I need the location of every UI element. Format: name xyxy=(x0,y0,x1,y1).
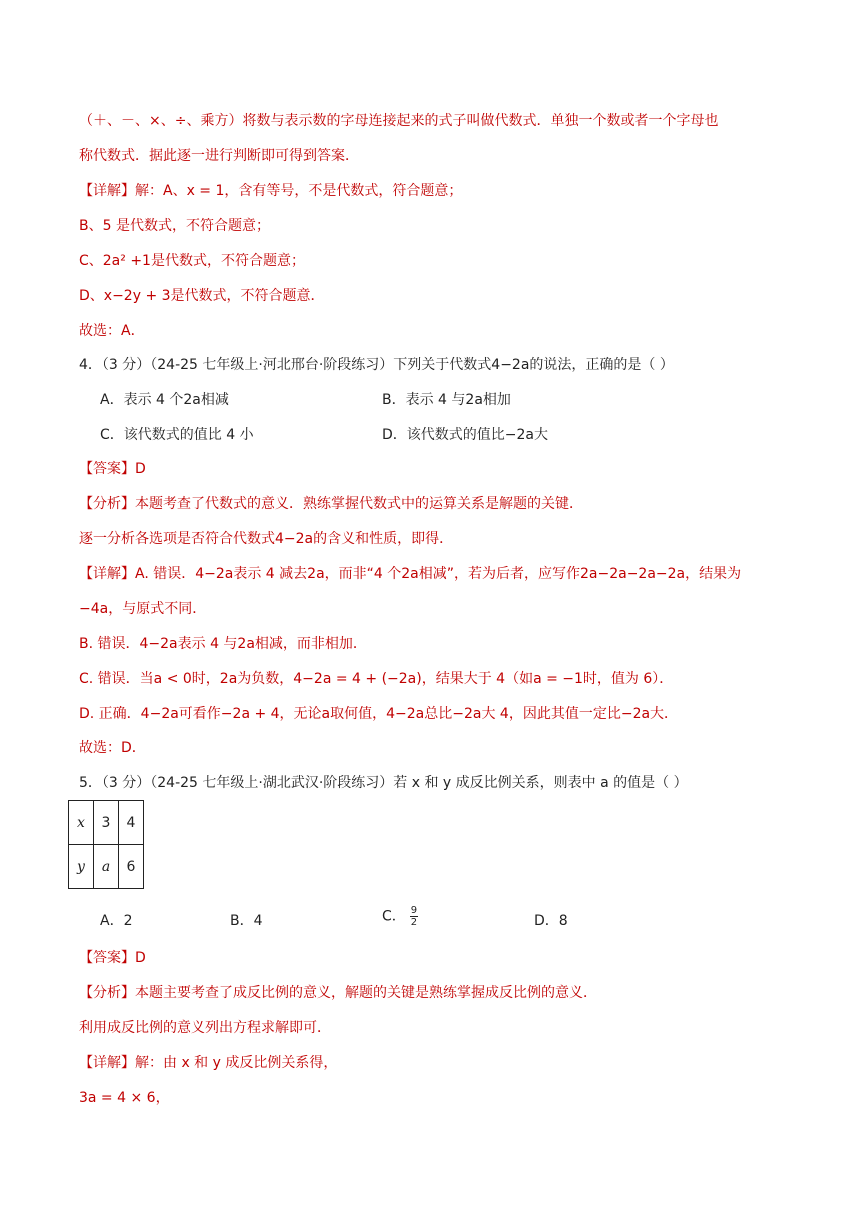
analysis-text: 称代数式．据此逐一进行判断即可得到答案． xyxy=(79,148,359,164)
fraction xyxy=(410,905,418,928)
table-row xyxy=(69,801,144,845)
q4-option-d: D．该代数式的值比−2a大 xyxy=(382,427,548,443)
analysis-text: 利用成反比例的意义列出方程求解即可． xyxy=(79,1020,331,1036)
answer-text: 【答案】D xyxy=(79,461,146,477)
question-4-stem: 4．（3 分）（24-25 七年级上·河北邢台·阶段练习）下列关于代数式4−2a的说法，正确的是（ ） xyxy=(79,357,674,373)
analysis-text: 逐一分析各选项是否符合代数式4−2a的含义和性质，即得． xyxy=(79,531,454,547)
table-row xyxy=(69,845,144,889)
detail-text: −4a，与原式不同． xyxy=(79,601,207,617)
analysis-text: （＋、－、×、÷、乘方）将数与表示数的字母连接起来的式子叫做代数式．单独一个数或者一个字母也 xyxy=(79,113,719,129)
q4-option-a: A．表示 4 个2a相减 xyxy=(100,392,229,408)
table-cell: 3 xyxy=(94,801,119,845)
choice-text: 故选：A． xyxy=(79,323,145,339)
table-cell: y xyxy=(69,845,94,889)
detail-text: 3a = 4 × 6， xyxy=(79,1090,170,1106)
detail-text: D. 正确．4−2a可看作−2a + 4，无论a取何值，4−2a总比−2a大 4，因此其值一定比−2a大． xyxy=(79,706,679,722)
detail-text: C、2a² +1是代数式，不符合题意； xyxy=(79,253,305,269)
q5-option-d: D．8 xyxy=(534,913,568,929)
detail-text: 【详解】A. 错误．4−2a表示 4 减去2a，而非“4 个2a相减”，若为后者，应写作2a−2a−2a−2a，结果为 xyxy=(79,566,742,582)
q5-option-b: B．4 xyxy=(230,913,263,929)
table-cell: 4 xyxy=(119,801,144,845)
question-5-stem: 5．（3 分）（24-25 七年级上·湖北武汉·阶段练习）若 x 和 y 成反比例关系，则表中 a 的值是（ ） xyxy=(79,775,688,791)
detail-text: B、5 是代数式，不符合题意； xyxy=(79,218,270,234)
detail-text: 【详解】解：A、x = 1，含有等号，不是代数式，符合题意； xyxy=(79,183,463,199)
fraction-numerator: 9 xyxy=(410,905,418,916)
choice-text: 故选：D． xyxy=(79,740,146,756)
q5-option-c-label: C． xyxy=(382,908,406,925)
table-cell: a xyxy=(94,845,119,889)
analysis-text: 【分析】本题考查了代数式的意义．熟练掌握代数式中的运算关系是解题的关键． xyxy=(79,496,583,512)
table-cell: 6 xyxy=(119,845,144,889)
detail-text: B. 错误．4−2a表示 4 与2a相减，而非相加． xyxy=(79,636,367,652)
detail-text: D、x−2y + 3是代数式，不符合题意． xyxy=(79,288,325,304)
fraction-denominator: 2 xyxy=(410,917,418,928)
q5-option-a: A．2 xyxy=(100,913,133,929)
table-cell: x xyxy=(69,801,94,845)
analysis-text: 【分析】本题主要考查了成反比例的意义，解题的关键是熟练掌握成反比例的意义． xyxy=(79,985,597,1001)
detail-text: C. 错误．当a < 0时，2a为负数，4−2a = 4 + (−2a)，结果大于 4（如a = −1时，值为 6）． xyxy=(79,671,674,687)
q4-option-c: C．该代数式的值比 4 小 xyxy=(100,427,254,443)
detail-text: 【详解】解：由 x 和 y 成反比例关系得， xyxy=(79,1055,338,1071)
q4-option-b: B．表示 4 与2a相加 xyxy=(382,392,511,408)
q5-option-c xyxy=(382,905,418,928)
answer-text: 【答案】D xyxy=(79,950,146,966)
proportion-table xyxy=(68,800,144,889)
